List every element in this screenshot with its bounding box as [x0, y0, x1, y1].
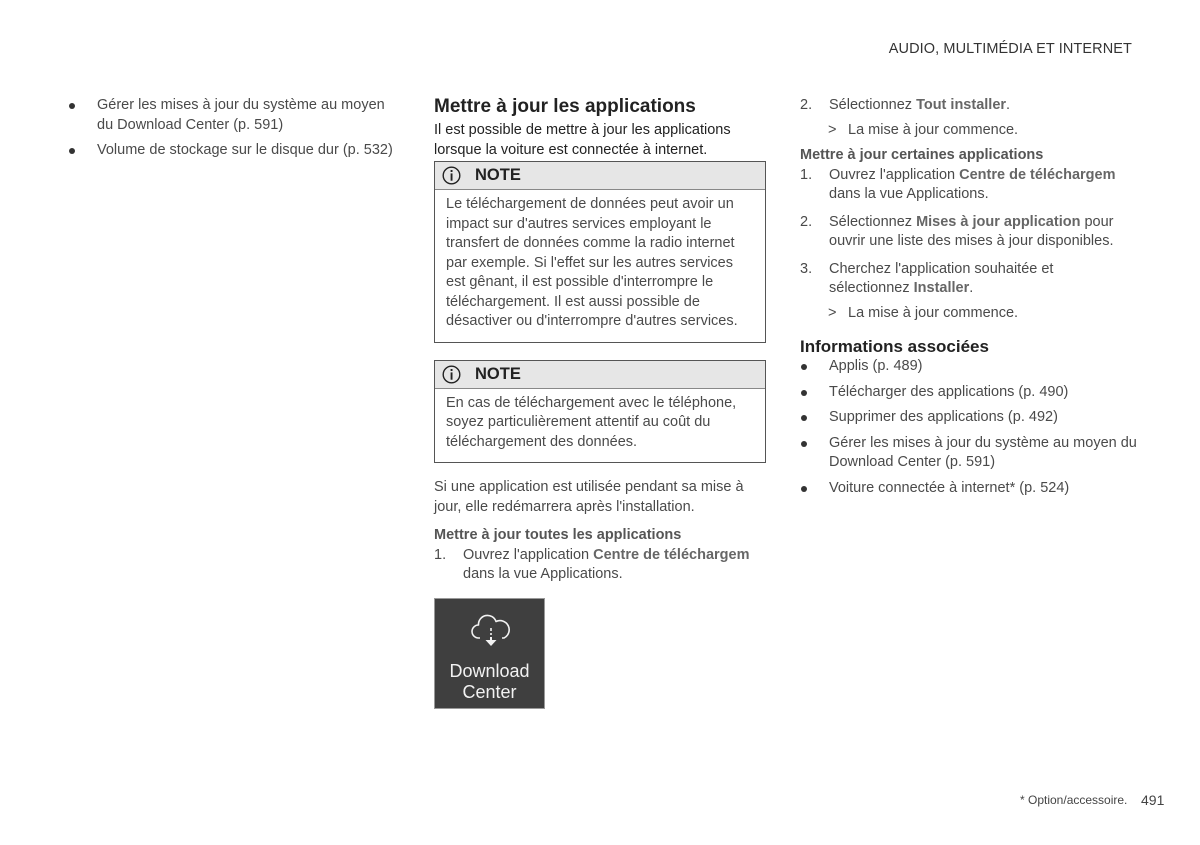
step-item: [434, 546, 766, 585]
step-text: Sélectionnez: [829, 213, 917, 230]
related-link-text: Gérer les mises à jour du système au moyen du Download Center (p. 591): [829, 434, 1137, 470]
related-link-text: Supprimer des applications (p. 492): [829, 409, 1058, 425]
note-header: [435, 361, 765, 389]
subheading: Mettre à jour toutes les applications: [434, 527, 682, 543]
app-name-highlight: Centre de téléchargem: [593, 546, 750, 563]
step-item: [800, 166, 1138, 205]
tile-label: [435, 661, 544, 703]
paragraph: Si une application est utilisée pendant sa mise à jour, elle redémarrera après l'installation.: [434, 479, 744, 515]
bullet-dot: [801, 390, 807, 396]
info-icon: [442, 166, 461, 185]
list-item[interactable]: [68, 96, 396, 135]
step-item: [800, 96, 1138, 116]
app-name-highlight: Centre de téléchargem: [959, 166, 1116, 183]
step-text: Ouvrez l'application: [829, 166, 960, 183]
list-item-text: Gérer les mises à jour du système au moyen du Download Center (p. 591): [97, 97, 385, 133]
related-link[interactable]: [800, 408, 1138, 428]
bullet-dot: [69, 103, 75, 109]
related-link-text: Télécharger des applications (p. 490): [829, 383, 1069, 400]
step-text: Sélectionnez: [829, 97, 917, 113]
cloud-download-icon: [470, 613, 512, 658]
related-link-text: Voiture connectée à internet* (p. 524): [829, 479, 1070, 496]
steps-list: [434, 546, 766, 585]
note-title: NOTE: [475, 364, 521, 383]
result-text: La mise à jour commence.: [848, 121, 1019, 138]
button-name-highlight: Installer: [913, 280, 970, 296]
footnote: * Option/accessoire.: [1020, 793, 1128, 807]
bullet-dot: [801, 486, 807, 492]
result-text: La mise à jour commence.: [848, 304, 1019, 321]
related-link[interactable]: [800, 434, 1138, 473]
step-number: 1.: [800, 166, 813, 183]
step-result: [800, 121, 1138, 141]
left-bullet-list: [68, 96, 396, 161]
note-box: [434, 360, 766, 464]
step-number: 2.: [800, 97, 813, 113]
step-number: 1.: [434, 546, 447, 563]
bullet-dot: [801, 415, 807, 421]
tile-label-line: Download: [449, 660, 530, 681]
related-links-list: [800, 357, 1138, 498]
note-box: [434, 161, 766, 343]
result-arrow: >: [828, 304, 837, 321]
step-text: Ouvrez l'application: [463, 546, 594, 563]
subheading: Mettre à jour certaines applications: [800, 147, 1044, 163]
steps-list: [800, 166, 1138, 299]
page-number: 491: [1141, 792, 1165, 808]
related-link[interactable]: [800, 383, 1138, 403]
right-column: [800, 96, 1138, 504]
step-number: 2.: [800, 213, 813, 230]
section-title: Mettre à jour les applications: [434, 96, 696, 117]
note-header: [435, 162, 765, 190]
left-column: [68, 96, 396, 167]
step-text: dans la vue Applications.: [829, 186, 989, 202]
note-body: Le téléchargement de données peut avoir un impact sur d'autres services employant le transfert de données comme la radio internet par exemple. Si l'effet sur les autres services est gênant, il est possible d'interrompre le téléchargement. Il est aussi possible de désactiver ou d'interrompre d'autres services.: [446, 196, 738, 329]
button-name-highlight: Mises à jour application: [916, 213, 1081, 230]
bullet-dot: [801, 441, 807, 447]
result-arrow: >: [828, 121, 837, 138]
note-body: En cas de téléchargement avec le téléphone, soyez particulièrement attentif au coût du téléchargement des données.: [446, 394, 737, 450]
related-link[interactable]: [800, 357, 1138, 377]
bullet-dot: [801, 364, 807, 370]
info-icon: [442, 365, 461, 384]
related-info-heading: Informations associées: [800, 337, 989, 356]
step-text: Cherchez l'application souhaitée et sélectionnez: [829, 260, 1054, 296]
note-title: NOTE: [475, 166, 521, 184]
list-item-text: Volume de stockage sur le disque dur (p. 532): [97, 142, 393, 158]
step-number: 3.: [800, 260, 813, 277]
step-text: .: [969, 280, 974, 296]
step-item: [800, 260, 1138, 299]
step-text: pour ouvrir une liste des mises à jour disponibles.: [829, 213, 1114, 249]
step-text: dans la vue Applications.: [463, 566, 623, 582]
button-name-highlight: Tout installer: [916, 97, 1007, 113]
middle-column: [434, 96, 766, 709]
intro-paragraph: Il est possible de mettre à jour les applications lorsque la voiture est connectée à internet.: [434, 122, 731, 158]
related-link-text: Applis (p. 489): [829, 358, 923, 374]
download-center-tile[interactable]: [434, 598, 545, 709]
step-item: [800, 213, 1138, 252]
related-link[interactable]: [800, 479, 1138, 499]
step-result: [800, 304, 1138, 324]
tile-label-line: Center: [462, 681, 517, 702]
list-item[interactable]: [68, 141, 396, 161]
steps-list: [800, 96, 1138, 116]
step-text: .: [1006, 97, 1011, 113]
bullet-dot: [69, 148, 75, 154]
section-header: AUDIO, MULTIMÉDIA ET INTERNET: [888, 41, 1132, 57]
